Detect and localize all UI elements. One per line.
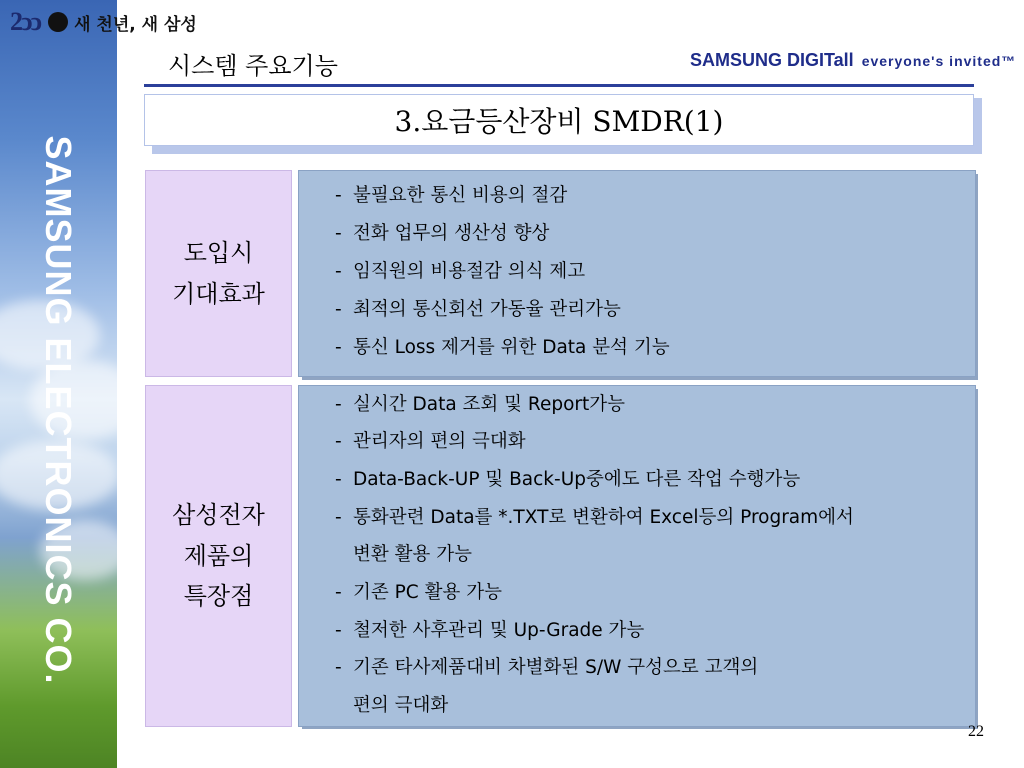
row-label-line: 기대효과 xyxy=(172,279,265,308)
content-box-features xyxy=(298,385,976,727)
row-label-line: 도입시 xyxy=(183,238,254,267)
row-label-line: 특장점 xyxy=(183,582,254,611)
logo-dot-icon xyxy=(48,12,68,32)
left-sidebar-decoration xyxy=(0,0,117,768)
list-item: - 기존 타사제품대비 차별화된 S/W 구성으로 고객의 xyxy=(335,657,759,678)
slide-title: 3.요금등산장비 SMDR(1) xyxy=(144,94,974,146)
list-item: - 철저한 사후관리 및 Up-Grade 가능 xyxy=(335,620,645,641)
row-label-line: 삼성전자 xyxy=(172,500,265,529)
page-number: 22 xyxy=(968,723,984,740)
row-label-box xyxy=(145,170,292,377)
list-item: - 통신 Loss 제거를 위한 Data 분석 기능 xyxy=(335,337,670,358)
logo-digits: 2ↄↄ xyxy=(10,7,41,36)
list-item: - Data-Back-UP 및 Back-Up중에도 다른 작업 수행가능 xyxy=(335,469,801,490)
list-item: - 통화관련 Data를 *.TXT로 변환하여 Excel등의 Program에서 xyxy=(335,507,854,528)
brand-tagline: everyone's invited™ xyxy=(861,53,1017,69)
list-item: - 기존 PC 활용 가능 xyxy=(335,582,502,603)
header-divider xyxy=(144,84,974,87)
list-item-continuation: 편의 극대화 xyxy=(353,695,449,716)
content-box-benefits xyxy=(298,170,976,377)
list-item: - 전화 업무의 생산성 향상 xyxy=(335,223,550,244)
list-item: - 실시간 Data 조회 및 Report가능 xyxy=(335,394,625,415)
brand-name: SAMSUNG DIGITall xyxy=(690,50,854,70)
millennium-logo xyxy=(10,6,197,38)
sidebar-company-name: SAMSUNG ELECTRONICS CO. xyxy=(38,135,79,685)
list-item-continuation: 변환 활용 가능 xyxy=(353,544,472,565)
row-label-line: 제품의 xyxy=(183,541,254,570)
list-item: - 불필요한 통신 비용의 절감 xyxy=(335,185,568,206)
samsung-brand-logo xyxy=(690,50,1016,71)
section-title: 시스템 주요기능 xyxy=(168,52,338,80)
row-label-box xyxy=(145,385,292,727)
list-item: - 임직원의 비용절감 의식 제고 xyxy=(335,261,586,282)
list-item: - 최적의 통신회선 가동율 관리가능 xyxy=(335,299,621,320)
list-item: - 관리자의 편의 극대화 xyxy=(335,431,526,452)
logo-slogan: 새 천년, 새 삼성 xyxy=(74,14,197,35)
